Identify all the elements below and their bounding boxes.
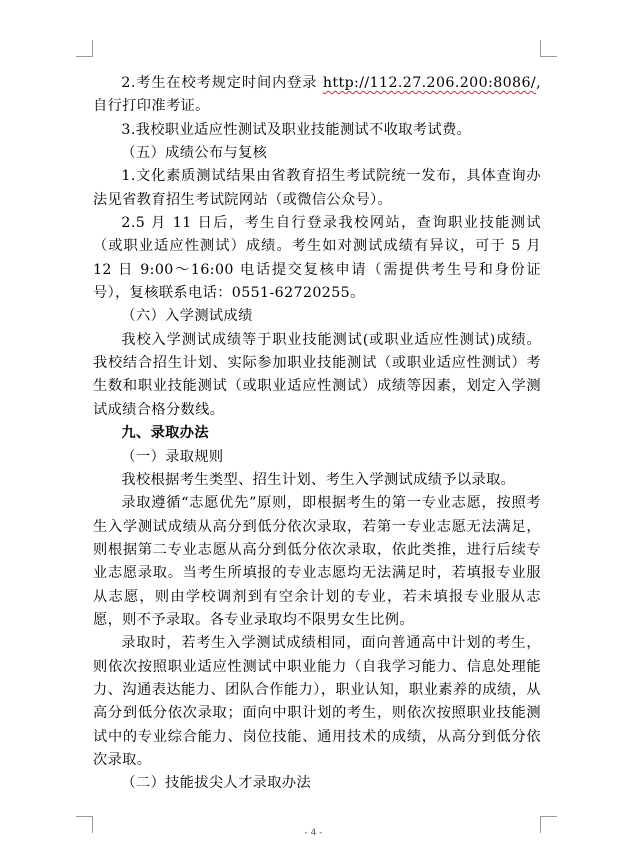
paragraph-no-fee: 3.我校职业适应性测试及职业技能测试不收取考试费。 <box>121 121 472 138</box>
corner-mark-top-left <box>76 40 93 57</box>
exam-site-link[interactable]: http://112.27.206.200:8086/ <box>322 75 537 91</box>
paragraph-tie-break: 录取时，若考生入学测试成绩相同，面向普通高中计划的考生，则依次按照职业适应性测试中职业能力（自我学习能力、信息处理能力、沟通表达能力、团队合作能力），职业认知，职业素养的成绩，从高分到低分依次录取；面向中职计划的考生，则依次按照职业技能测试中的专业综合能力、岗位技能、通用技术的成绩，从高分到低分依次录取。 <box>93 635 541 768</box>
paragraph-culture-test-result: 1.文化素质测试结果由省教育招生考试院统一发布，具体查询办法见省教育招生考试院网站（或微信公众号）。 <box>93 168 541 208</box>
subheading-admission-test-score: （六）入学测试成绩 <box>121 308 253 325</box>
document-body <box>93 72 541 796</box>
paragraph-admission-score-rule: 我校入学测试成绩等于职业技能测试(或职业适应性测试)成绩。我校结合招生计划、实际参加职业技能测试（或职业适应性测试）考生数和职业技能测试（或职业适应性测试）成绩等因素，划定入学测试成绩合格分数线。 <box>93 331 541 418</box>
paragraph-volunteer-priority: 录取遵循“志愿优先”原则，即根据考生的第一专业志愿，按照考生入学测试成绩从高分到低分依次录取，若第一专业志愿无法满足，则根据第二专业志愿从高分到低分依次录取，依此类推，进行后续专业志愿录取。当考生所填报的专业志愿均无法满足时，若填报专业服从志愿，则由学校调剂到有空余计划的专业，若未填报专业服从志愿，则不予录取。各专业录取均不限男女生比例。 <box>93 495 541 628</box>
paragraph-admission-basis: 我校根据考生类型、招生计划、考生入学测试成绩予以录取。 <box>121 471 516 488</box>
corner-mark-top-right <box>540 40 557 57</box>
subheading-score-release: （五）成绩公布与复核 <box>121 145 268 162</box>
subheading-admission-rules: （一）录取规则 <box>121 448 224 465</box>
page-number: - 4 - <box>304 828 323 838</box>
paragraph-score-query-review: 2.5 月 11 日后，考生自行登录我校网站，查询职业技能测试（或职业适应性测试）成绩。考生如对测试成绩有异议，可于 5 月 12 日 9:00～16:00 电话提交复核申请（需提供考生号和身份证号），复核联系电话：0551-62720255。 <box>93 215 541 302</box>
paragraph-text: ,自行打印准考证。 <box>93 75 541 115</box>
paragraph-login-instruction <box>93 72 541 119</box>
subheading-top-talent: （二）技能拔尖人才录取办法 <box>121 775 312 792</box>
paragraph-text: 2.考生在校考规定时间内登录 <box>121 75 323 91</box>
section-heading-admission-method: 九、录取办法 <box>121 425 209 442</box>
